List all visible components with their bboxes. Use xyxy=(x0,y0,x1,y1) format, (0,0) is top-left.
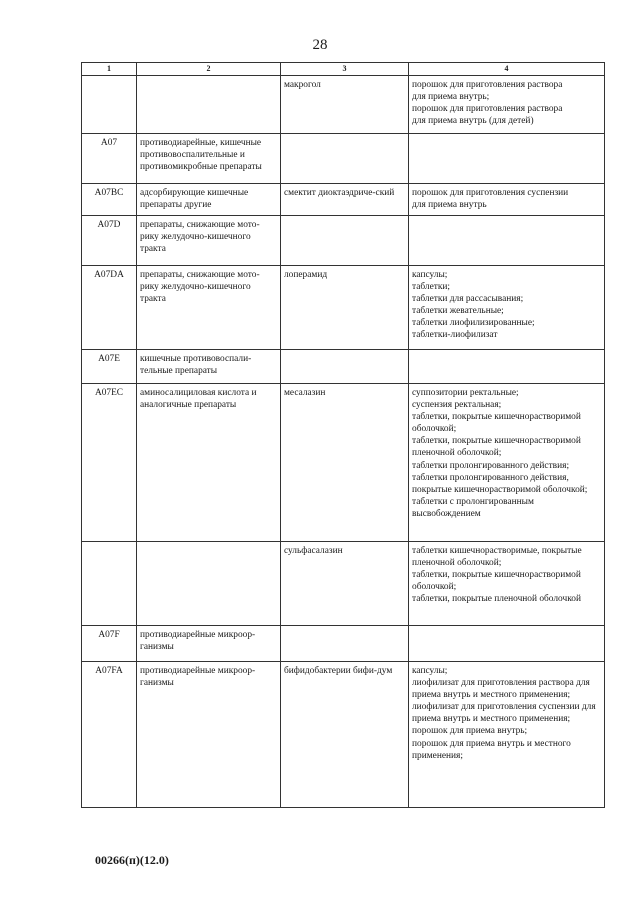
table-body xyxy=(82,76,605,808)
document-code: 00266(п)(12.0) xyxy=(95,853,169,867)
atc-code-cell: A07DA xyxy=(82,266,137,350)
group-name-cell: противодиарейные, кишечные противовоспалительные и противомикробные препараты xyxy=(137,134,281,184)
dosage-form-item: порошок для приготовления суспензии xyxy=(412,188,569,198)
drug-name-cell xyxy=(281,626,409,662)
dosage-form-item: таблетки кишечнорастворимые, покрытые пленочной оболочкой; xyxy=(412,546,582,569)
dosage-form-item: таблетки; xyxy=(412,282,451,293)
table-row xyxy=(82,266,605,350)
dosage-forms-cell xyxy=(409,184,605,216)
dosage-form-item: порошок для приготовления раствора xyxy=(412,80,563,90)
dosage-form-item: для приема внутрь (для детей) xyxy=(412,116,534,127)
dosage-form-item: порошок для приема внутрь; xyxy=(412,726,528,737)
dosage-forms-cell xyxy=(409,626,605,662)
group-name-cell: противодиарейные микроор-ганизмы xyxy=(137,626,281,662)
atc-code-cell: A07BC xyxy=(82,184,137,216)
dosage-form-item: капсулы; xyxy=(412,270,448,280)
dosage-form-item: таблетки для рассасывания; xyxy=(412,294,524,305)
dosage-forms-cell xyxy=(409,76,605,134)
group-name-cell: препараты, снижающие мото-рику желудочно-кишечного тракта xyxy=(137,216,281,266)
drug-name-cell xyxy=(281,216,409,266)
drug-table xyxy=(81,62,605,808)
atc-code-cell: A07D xyxy=(82,216,137,266)
atc-code-cell xyxy=(82,76,137,134)
drug-name-cell: бифидобактерии бифи-дум xyxy=(281,662,409,808)
drug-name-cell xyxy=(281,350,409,384)
dosage-form-item: капсулы; xyxy=(412,666,448,676)
table-row xyxy=(82,626,605,662)
group-name-cell: кишечные противовоспали-тельные препараты xyxy=(137,350,281,384)
dosage-form-item: таблетки пролонгированного действия; xyxy=(412,460,570,471)
drug-name-cell: лоперамид xyxy=(281,266,409,350)
table-row xyxy=(82,134,605,184)
dosage-form-item: таблетки жевательные; xyxy=(412,306,504,317)
dosage-forms-cell xyxy=(409,350,605,384)
drug-name-cell: сульфасалазин xyxy=(281,542,409,626)
dosage-form-item: суспензия ректальная; xyxy=(412,400,502,411)
dosage-forms-cell xyxy=(409,662,605,808)
atc-code-cell: A07FA xyxy=(82,662,137,808)
dosage-form-item: таблетки, покрытые кишечнорастворимой оболочкой; xyxy=(412,570,581,593)
drug-name-cell xyxy=(281,134,409,184)
header-col-4: 4 xyxy=(409,63,605,76)
dosage-form-item: лиофилизат для приготовления суспензии для приема внутрь и местного применения; xyxy=(412,702,596,725)
dosage-form-item: таблетки, покрытые кишечнорастворимой пленочной оболочкой; xyxy=(412,436,581,459)
group-name-cell: адсорбирующие кишечные препараты другие xyxy=(137,184,281,216)
header-row xyxy=(82,63,605,76)
table-row xyxy=(82,184,605,216)
header-col-2: 2 xyxy=(137,63,281,76)
dosage-forms-cell xyxy=(409,266,605,350)
header-col-3: 3 xyxy=(281,63,409,76)
atc-code-cell: A07EC xyxy=(82,384,137,542)
drug-name-cell: макрогол xyxy=(281,76,409,134)
atc-code-cell: A07 xyxy=(82,134,137,184)
dosage-form-item: лиофилизат для приготовления раствора для приема внутрь и местного применения; xyxy=(412,678,590,701)
dosage-form-item: суппозитории ректальные; xyxy=(412,388,519,398)
atc-code-cell: A07E xyxy=(82,350,137,384)
table-row xyxy=(82,350,605,384)
dosage-form-item: таблетки-лиофилизат xyxy=(412,330,498,341)
drug-name-cell: месалазин xyxy=(281,384,409,542)
dosage-form-item: таблетки лиофилизированные; xyxy=(412,318,535,329)
dosage-forms-cell xyxy=(409,216,605,266)
dosage-form-item: для приема внутрь xyxy=(412,200,487,211)
dosage-form-item: таблетки с пролонгированным высвобождением xyxy=(412,496,534,519)
table-row xyxy=(82,542,605,626)
group-name-cell: препараты, снижающие мото-рику желудочно-кишечного тракта xyxy=(137,266,281,350)
header-col-1: 1 xyxy=(82,63,137,76)
atc-code-cell: A07F xyxy=(82,626,137,662)
page-number: 28 xyxy=(312,37,328,53)
dosage-form-item: таблетки, покрытые кишечнорастворимой оболочкой; xyxy=(412,412,581,435)
table-row xyxy=(82,662,605,808)
dosage-form-item: порошок для приготовления раствора xyxy=(412,104,563,115)
dosage-forms-cell xyxy=(409,134,605,184)
dosage-forms-cell xyxy=(409,384,605,542)
drug-name-cell: смектит диоктаэдриче-ский xyxy=(281,184,409,216)
dosage-form-item: для приема внутрь; xyxy=(412,92,490,103)
dosage-forms-cell xyxy=(409,542,605,626)
group-name-cell: аминосалициловая кислота и аналогичные препараты xyxy=(137,384,281,542)
table-row xyxy=(82,384,605,542)
dosage-form-item: таблетки пролонгированного действия, покрытые кишечнорастворимой оболочкой; xyxy=(412,472,588,495)
table-row xyxy=(82,76,605,134)
table-row xyxy=(82,216,605,266)
dosage-form-item: таблетки, покрытые пленочной оболочкой xyxy=(412,594,581,605)
dosage-form-item: порошок для приема внутрь и местного применения; xyxy=(412,738,571,761)
atc-code-cell xyxy=(82,542,137,626)
group-name-cell xyxy=(137,76,281,134)
group-name-cell: противодиарейные микроор-ганизмы xyxy=(137,662,281,808)
group-name-cell xyxy=(137,542,281,626)
